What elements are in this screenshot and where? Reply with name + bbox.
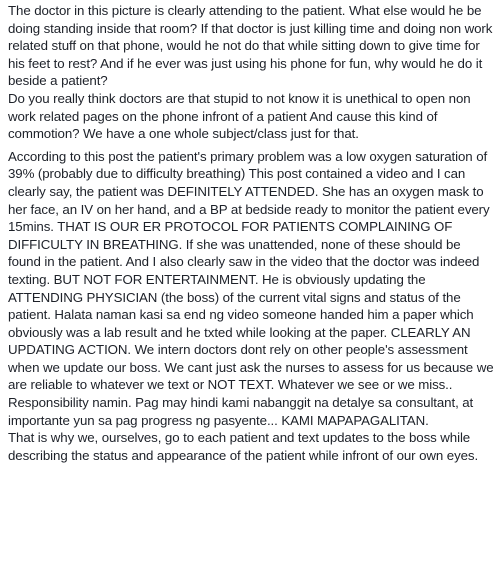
- post-paragraph: The doctor in this picture is clearly attending to the patient. What else would he be doing standing inside that room? If that doctor is just killing time and doing non work related stuff on that phone, would he not do that while sitting down to give time for his feet to rest? And if he ever was just using his phone for fun, why would he do it beside a patient?: [8, 3, 493, 89]
- post-paragraph: Do you really think doctors are that stupid to not know it is unethical to open non work related pages on the phone infront of a patient And cause this kind of commotion? We have a one whole subject/class just for that.: [8, 90, 471, 142]
- paragraph-block-2: [8, 148, 496, 465]
- post-paragraph: According to this post the patient's primary problem was a low oxygen saturation of 39% (probably due to difficulty breathing) This post contained a video and I can clearly say, the patient was DEFINITELY ATTENDED. She has an oxygen mask to her face, an IV on her hand, and a BP at bedside ready to monitor the patient every 15mins. THAT IS OUR ER PROTOCOL FOR PATIENTS COMPLAINING OF DIFFICULTY IN BREATHING. If she was unattended, none of these should be found in the patient. And I also clearly saw in the video that the doctor was indeed texting. BUT NOT FOR ENTERTAINMENT. He is obviously updating the ATTENDING PHYSICIAN (the boss) of the current vital signs and status of the patient. Halata naman kasi sa end ng video someone handed him a paper which obviously was a lab result and he txted while looking at the paper. CLEARLY AN UPDATING ACTION. We intern doctors dont rely on other people's assessment when we update our boss. We cant just ask the nurses to assess for us because we are reliable to whatever we text or NOT TEXT. Whatever we see or we miss.. Responsibility namin. Pag may hindi kami nabanggit na detalye sa consultant, at importante yun sa pag progress ng pasyente... KAMI MAPAPAGALITAN.: [8, 148, 494, 428]
- paragraph-block-1: [8, 2, 496, 143]
- post-paragraph: That is why we, ourselves, go to each patient and text updates to the boss while describing the status and appearance of the patient while infront of our own eyes.: [8, 430, 479, 463]
